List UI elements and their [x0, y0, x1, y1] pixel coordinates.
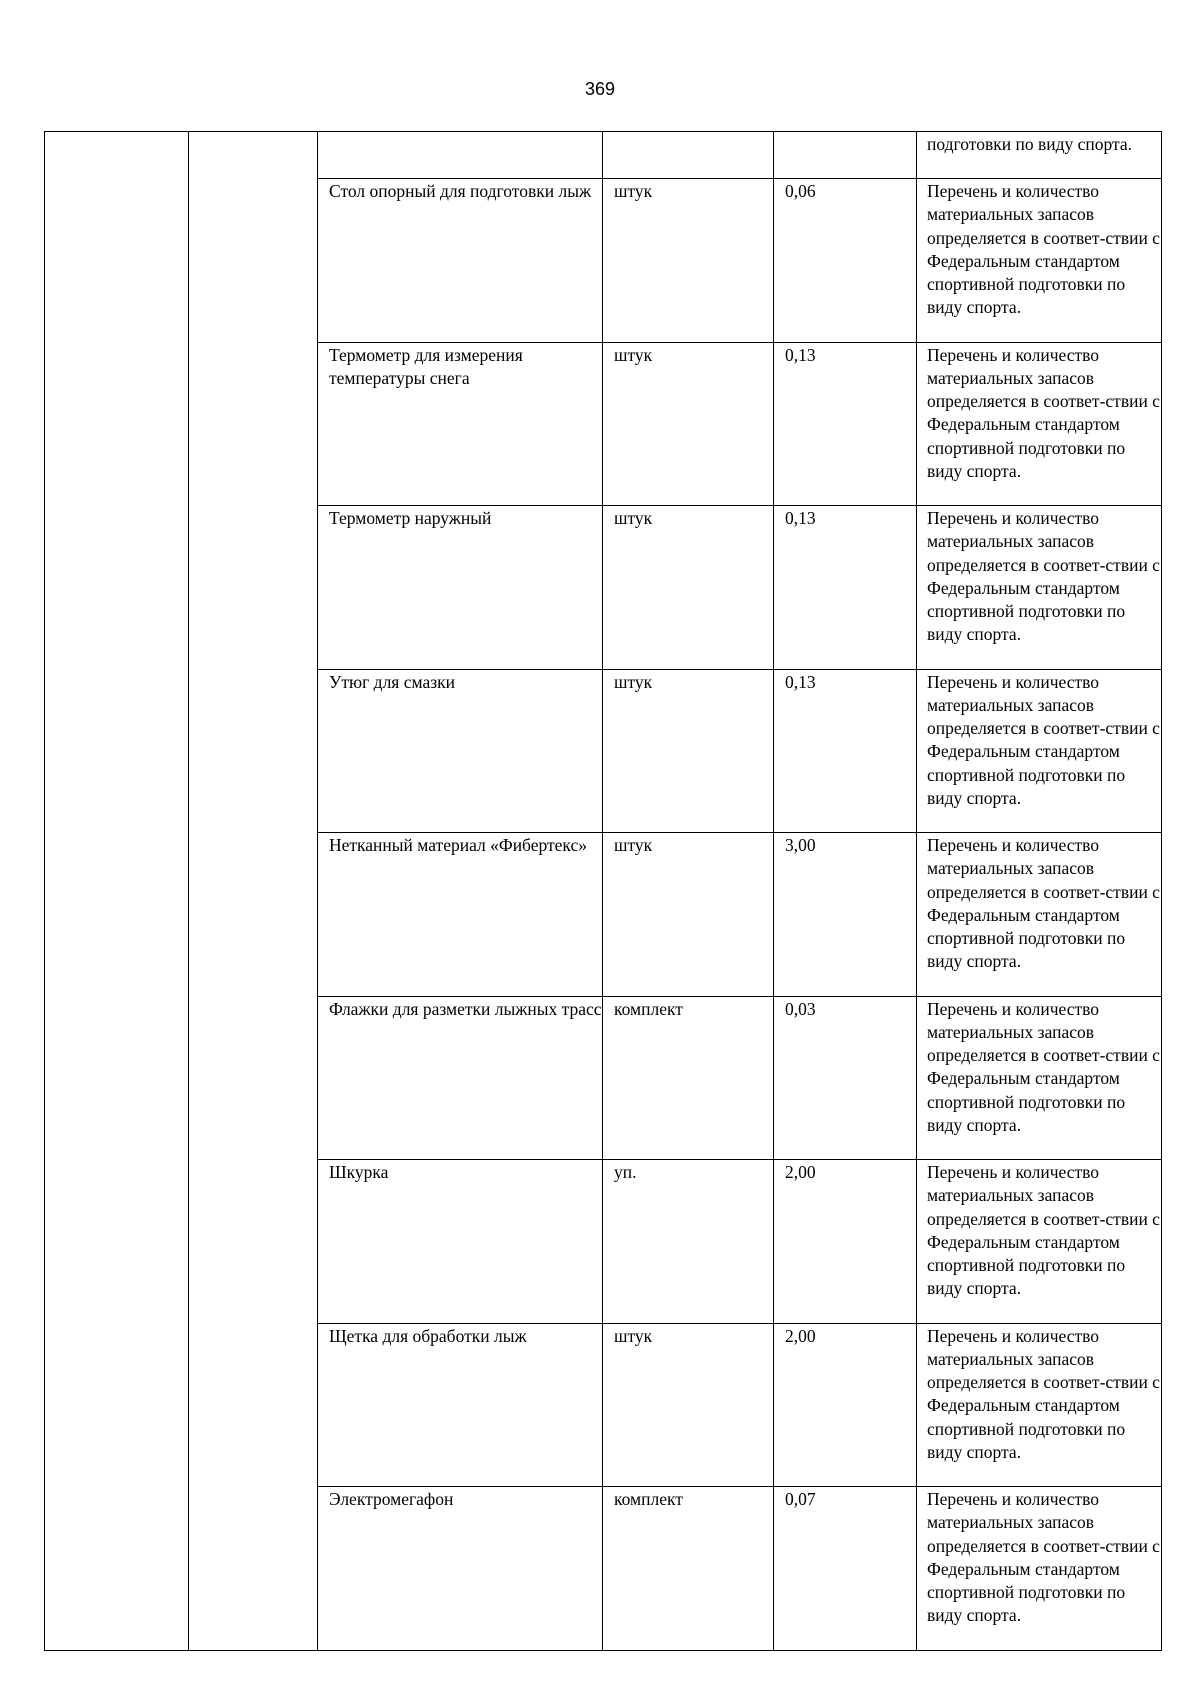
quantity: 0,03 — [785, 998, 816, 1019]
unit-cell — [603, 669, 774, 833]
item-name: Утюг для смазки — [329, 671, 455, 692]
item-name: Термометр для измерения температуры снега — [329, 344, 523, 388]
materials-table-body — [45, 132, 1162, 1651]
quantity-cell — [774, 342, 917, 506]
unit-cell — [603, 833, 774, 997]
quantity: 0,06 — [785, 181, 816, 201]
item-name-cell — [318, 506, 603, 670]
quantity: 0,13 — [785, 344, 816, 365]
unit-cell — [603, 132, 774, 179]
note-cell — [917, 1160, 1162, 1324]
quantity: 2,00 — [785, 1325, 816, 1346]
note-text: Перечень и количество материальных запасов определяется в соответ-ствии с Федеральным стандартом спортивной подготовки по виду спорта. — [927, 181, 1160, 318]
item-name-cell — [318, 1323, 603, 1487]
unit-cell — [603, 179, 774, 343]
note-text: Перечень и количество материальных запасов определяется в соответ-ствии с Федеральным стандартом спортивной подготовки по виду спорта. — [927, 998, 1160, 1135]
quantity-cell — [774, 1487, 917, 1651]
note-text: Перечень и количество материальных запасов определяется в соответ-ствии с Федеральным стандартом спортивной подготовки по виду спорта. — [927, 835, 1160, 972]
item-name-cell — [318, 1487, 603, 1651]
quantity: 0,13 — [785, 508, 816, 528]
quantity-cell — [774, 506, 917, 670]
item-name-cell — [318, 342, 603, 506]
item-name: Щетка для обработки лыж — [329, 1325, 527, 1346]
unit-cell — [603, 1160, 774, 1324]
item-name-cell — [318, 1160, 603, 1324]
item-name-cell — [318, 669, 603, 833]
item-name-cell — [318, 833, 603, 997]
unit-of-measure: штук — [614, 835, 653, 855]
note-cell — [917, 506, 1162, 670]
item-name: Термометр наружный — [329, 508, 492, 528]
materials-table — [44, 131, 1162, 1651]
note-text: Перечень и количество материальных запасов определяется в соответ-ствии с Федеральным стандартом спортивной подготовки по виду спорта. — [927, 508, 1160, 645]
note-cell — [917, 669, 1162, 833]
table-row-continuation — [45, 132, 1162, 179]
item-name: Шкурка — [329, 1162, 389, 1182]
note-cell — [917, 179, 1162, 343]
quantity: 2,00 — [785, 1162, 816, 1182]
merged-column-1 — [45, 132, 189, 1651]
item-name-cell — [318, 179, 603, 343]
note-text: Перечень и количество материальных запасов определяется в соответ-ствии с Федеральным стандартом спортивной подготовки по виду спорта. — [927, 1162, 1160, 1299]
unit-of-measure: штук — [614, 1325, 653, 1346]
page-number: 369 — [584, 79, 616, 99]
quantity-cell — [774, 996, 917, 1160]
note-cell — [917, 1487, 1162, 1651]
unit-of-measure: штук — [614, 344, 653, 365]
item-name: Электромегафон — [329, 1489, 454, 1509]
unit-of-measure: штук — [614, 181, 653, 201]
quantity-cell — [774, 669, 917, 833]
note-cell — [917, 996, 1162, 1160]
quantity-cell — [774, 833, 917, 997]
note-text: Перечень и количество материальных запасов определяется в соответ-ствии с Федеральным стандартом спортивной подготовки по виду спорта. — [927, 1325, 1160, 1462]
note-text: Перечень и количество материальных запасов определяется в соответ-ствии с Федеральным стандартом спортивной подготовки по виду спорта. — [927, 671, 1160, 808]
item-name: Флажки для разметки лыжных трасс — [329, 998, 602, 1019]
note-text: Перечень и количество материальных запасов определяется в соответ-ствии с Федеральным стандартом спортивной подготовки по виду спорта. — [927, 344, 1160, 481]
merged-column-2 — [189, 132, 318, 1651]
note-cell — [917, 1323, 1162, 1487]
note-cell — [917, 342, 1162, 506]
quantity: 0,13 — [785, 671, 816, 692]
unit-cell — [603, 506, 774, 670]
quantity-cell — [774, 1160, 917, 1324]
quantity-cell — [774, 132, 917, 179]
unit-of-measure: штук — [614, 508, 653, 528]
unit-cell — [603, 342, 774, 506]
note-cell — [917, 833, 1162, 997]
unit-of-measure: штук — [614, 671, 653, 692]
unit-cell — [603, 1323, 774, 1487]
unit-cell — [603, 996, 774, 1160]
unit-of-measure: уп. — [614, 1162, 637, 1182]
unit-of-measure: комплект — [614, 1489, 683, 1509]
unit-of-measure: комплект — [614, 998, 683, 1019]
quantity: 3,00 — [785, 835, 816, 855]
quantity: 0,07 — [785, 1489, 816, 1509]
item-name: Стол опорный для подготовки лыж — [329, 181, 592, 201]
note-text: Перечень и количество материальных запасов определяется в соответ-ствии с Федеральным стандартом спортивной подготовки по виду спорта. — [927, 1489, 1160, 1626]
item-name-cell — [318, 996, 603, 1160]
quantity-cell — [774, 179, 917, 343]
item-name: Нетканный материал «Фибертекс» — [329, 835, 588, 855]
unit-cell — [603, 1487, 774, 1651]
note-cell: подготовки по виду спорта. — [917, 132, 1162, 179]
item-name-cell — [318, 132, 603, 179]
quantity-cell — [774, 1323, 917, 1487]
